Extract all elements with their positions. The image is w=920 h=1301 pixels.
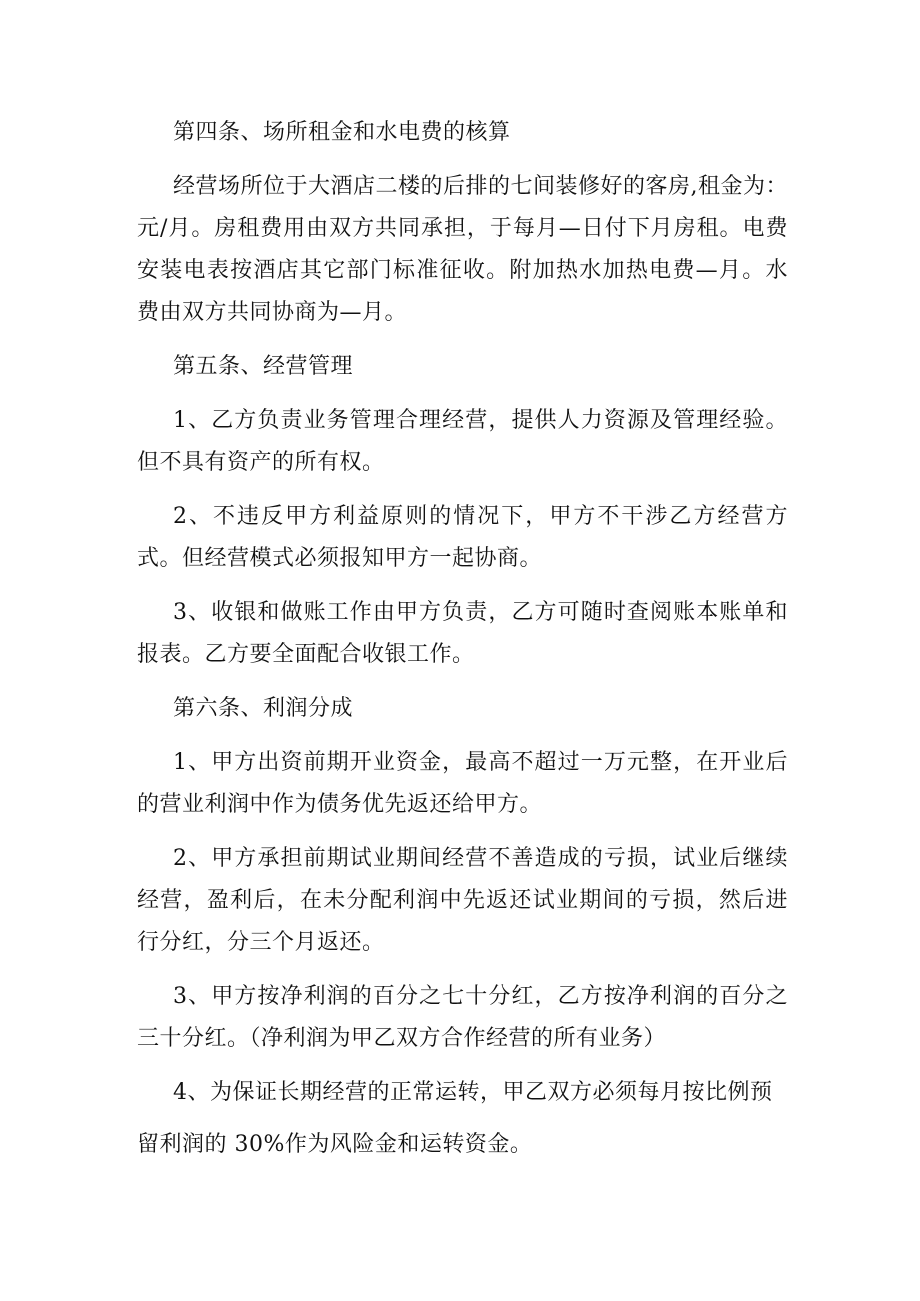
article-5-item-1: 1、乙方负责业务管理合理经营，提供人力资源及管理经验。但不具有资产的所有权。 [137, 408, 788, 475]
article-6-item-4-line-2: 留利润的 30%作为风险金和运转资金。 [137, 1132, 533, 1157]
article-6-item-1: 1、甲方出资前期开业资金，最高不超过一万元整，在开业后的营业利润中作为债务优先返还给甲方。 [137, 750, 788, 817]
article-4-heading: 第四条、场所租金和水电费的核算 [173, 120, 511, 145]
article-6-item-4-line-1: 4、为保证长期经营的正常运转，甲乙双方必须每月按比例预 [173, 1080, 773, 1105]
article-5-item-2: 2、不违反甲方利益原则的情况下，甲方不干涉乙方经营方式。但经营模式必须报知甲方一起协商。 [137, 504, 788, 571]
article-6-item-3: 3、甲方按净利润的百分之七十分红，乙方按净利润的百分之三十分红。（净利润为甲乙双方合作经营的所有业务） [137, 984, 788, 1051]
article-6-item-2: 2、甲方承担前期试业期间经营不善造成的亏损，试业后继续经营，盈利后，在未分配利润中先返还试业期间的亏损，然后进行分红，分三个月返还。 [137, 846, 788, 955]
article-5-item-3: 3、收银和做账工作由甲方负责，乙方可随时查阅账本账单和报表。乙方要全面配合收银工作。 [137, 600, 788, 667]
article-4-rent-utilities: 经营场所位于大酒店二楼的后排的七间装修好的客房,租金为：元/月。房租费用由双方共同承担，于每月—日付下月房租。电费安装电表按酒店其它部门标准征收。附加热水加热电费—月。水费由双方共同协商为—月。 [137, 174, 788, 325]
article-6-heading: 第六条、利润分成 [173, 696, 354, 721]
article-5-heading: 第五条、经营管理 [173, 354, 354, 379]
